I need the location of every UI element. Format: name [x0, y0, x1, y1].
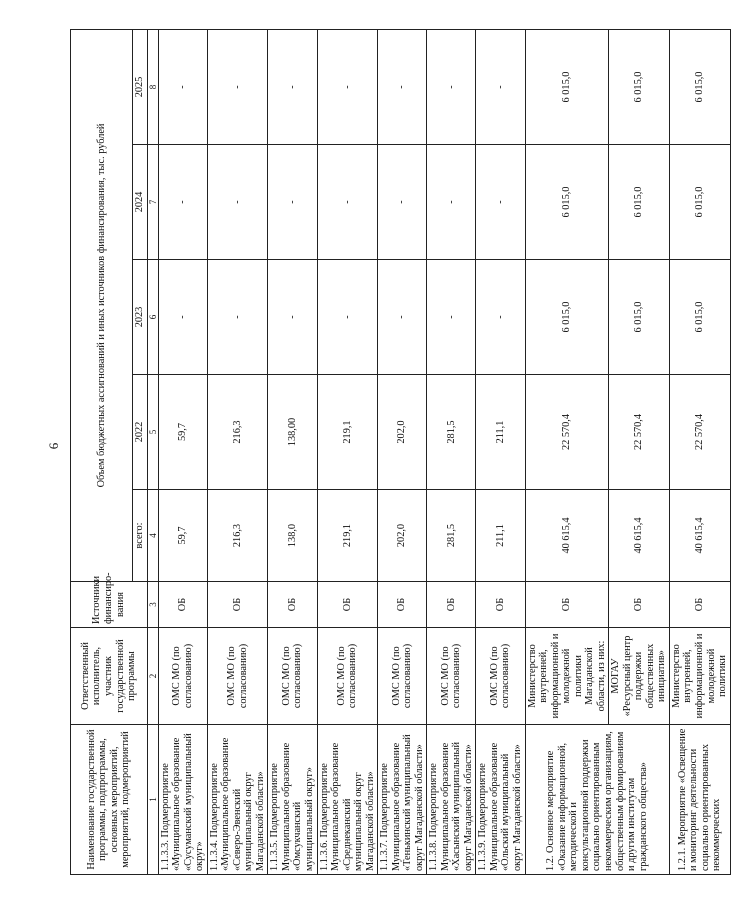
row-2023: - — [427, 260, 476, 375]
index-cell: 4 — [147, 490, 158, 582]
row-2025: - — [378, 29, 427, 144]
row-2024: - — [476, 145, 525, 260]
index-cell: 1 — [147, 725, 158, 875]
header-row — [71, 29, 133, 874]
index-cell: 2 — [147, 628, 158, 725]
table-row — [317, 29, 378, 874]
row-2024: - — [158, 145, 207, 260]
last-event-2023: 6 015,0 — [669, 260, 730, 375]
last-event-2024: 6 015,0 — [669, 145, 730, 260]
row-total: 216,3 — [207, 490, 268, 582]
row-resp: ОМС МО (по согласованию) — [207, 628, 268, 725]
row-2024: - — [268, 145, 317, 260]
main-event-resp-center: МОГАУ «Ресурсный центр поддержки общественных инициатив» — [609, 628, 670, 725]
col-src-header: Источники финансиро-вания — [71, 582, 148, 628]
year-2022: 2022 — [133, 375, 148, 490]
index-cell: 8 — [147, 29, 158, 144]
row-name: 1.1.3.9. Подмероприятие Муниципальное образование «Ольский муниципальный округ Магаданской области» — [476, 725, 525, 875]
row-2025: - — [158, 29, 207, 144]
main-event-total-center: 40 615,4 — [609, 490, 670, 582]
row-total: 59,7 — [158, 490, 207, 582]
year-total: всего: — [133, 490, 148, 582]
last-event-row — [669, 29, 730, 874]
table-row — [207, 29, 268, 874]
main-event-2024-center: 6 015,0 — [609, 145, 670, 260]
row-resp: ОМС МО (по согласованию) — [427, 628, 476, 725]
table-row — [378, 29, 427, 874]
row-src: ОБ — [268, 582, 317, 628]
row-name: 1.1.3.3. Подмероприятие «Муниципальное образование «Сусуманский муниципальный округ» — [158, 725, 207, 875]
row-2022: 138,00 — [268, 375, 317, 490]
row-name: 1.1.3.6. Подмероприятие Муниципальное образование «Среднеканский муниципальный округ Магаданской области» — [317, 725, 378, 875]
last-event-total: 40 615,4 — [669, 490, 730, 582]
index-cell: 6 — [147, 260, 158, 375]
row-2023: - — [158, 260, 207, 375]
col-funding-header: Объем бюджетных ассигнований и иных источников финансирования, тыс. рублей — [71, 29, 133, 581]
main-event-2022: 22 570,4 — [525, 375, 609, 490]
year-2023: 2023 — [133, 260, 148, 375]
main-event-2023-center: 6 015,0 — [609, 260, 670, 375]
index-row — [147, 29, 158, 874]
main-event-name: 1.2. Основное мероприятие «Оказание информационной, методической и консультационной поддержки социально ориентированным некоммерческим организациям, общественным формированиям и другим институтам гражданского общества» — [525, 725, 669, 875]
row-resp: ОМС МО (по согласованию) — [476, 628, 525, 725]
main-event-resp: Министерство внутренней, информационной и молодежной политики Магаданской области, из них: — [525, 628, 609, 725]
table-row — [158, 29, 207, 874]
row-total: 138,0 — [268, 490, 317, 582]
row-src: ОБ — [158, 582, 207, 628]
row-src: ОБ — [317, 582, 378, 628]
main-event-src: ОБ — [525, 582, 609, 628]
table-row — [476, 29, 525, 874]
main-event-2023: 6 015,0 — [525, 260, 609, 375]
row-2023: - — [378, 260, 427, 375]
main-event-src-center: ОБ — [609, 582, 670, 628]
row-2022: 219,1 — [317, 375, 378, 490]
row-name: 1.1.3.4. Подмероприятие «Муниципальное образование «Северо-Эвенский муниципальный округ Магаданской области» — [207, 725, 268, 875]
row-name: 1.1.3.5. Подмероприятие Муниципальное образование «Омсукчанский муниципальный округ» — [268, 725, 317, 875]
main-event-total: 40 615,4 — [525, 490, 609, 582]
row-name: 1.1.3.8. Подмероприятие Муниципальное образование «Хасынский муниципальный округ Магаданской области» — [427, 725, 476, 875]
row-2025: - — [268, 29, 317, 144]
last-event-2022: 22 570,4 — [669, 375, 730, 490]
last-event-resp: Министерство внутренней, информационной и молодежной политики — [669, 628, 730, 725]
main-event-2025-center: 6 015,0 — [609, 29, 670, 144]
row-2025: - — [317, 29, 378, 144]
row-2025: - — [476, 29, 525, 144]
main-event-2022-center: 22 570,4 — [609, 375, 670, 490]
last-event-2025: 6 015,0 — [669, 29, 730, 144]
row-resp: ОМС МО (по согласованию) — [317, 628, 378, 725]
main-event-row — [525, 29, 609, 874]
last-event-src: ОБ — [669, 582, 730, 628]
main-event-2025: 6 015,0 — [525, 29, 609, 144]
last-event-name: 1.2.1. Мероприятие «Освещение и мониторинг деятельности социально ориентированных некоммерческих — [669, 725, 730, 875]
row-total: 219,1 — [317, 490, 378, 582]
row-resp: ОМС МО (по согласованию) — [268, 628, 317, 725]
rotated-page — [70, 30, 729, 875]
table-row — [268, 29, 317, 874]
row-src: ОБ — [207, 582, 268, 628]
row-name: 1.1.3.7. Подмероприятие Муниципальное образование «Тенькинский муниципальный округ Магаданской области» — [378, 725, 427, 875]
row-2024: - — [317, 145, 378, 260]
row-2022: 281,5 — [427, 375, 476, 490]
row-2025: - — [427, 29, 476, 144]
row-src: ОБ — [476, 582, 525, 628]
row-2024: - — [207, 145, 268, 260]
row-2025: - — [207, 29, 268, 144]
row-total: 202,0 — [378, 490, 427, 582]
row-2023: - — [476, 260, 525, 375]
row-src: ОБ — [378, 582, 427, 628]
table-row — [427, 29, 476, 874]
row-2024: - — [427, 145, 476, 260]
index-cell: 3 — [147, 582, 158, 628]
row-2022: 216,3 — [207, 375, 268, 490]
row-total: 211,1 — [476, 490, 525, 582]
col-resp-header: Ответственный исполнитель, участник государственной программы — [71, 628, 148, 725]
index-cell: 7 — [147, 145, 158, 260]
year-2024: 2024 — [133, 145, 148, 260]
row-total: 281,5 — [427, 490, 476, 582]
page-number: 6 — [46, 442, 61, 450]
row-2023: - — [317, 260, 378, 375]
row-2022: 59,7 — [158, 375, 207, 490]
row-resp: ОМС МО (по согласованию) — [378, 628, 427, 725]
row-2023: - — [207, 260, 268, 375]
row-resp: ОМС МО (по согласованию) — [158, 628, 207, 725]
row-2022: 202,0 — [378, 375, 427, 490]
main-event-2024: 6 015,0 — [525, 145, 609, 260]
row-2023: - — [268, 260, 317, 375]
funding-table — [70, 29, 731, 875]
year-2025: 2025 — [133, 29, 148, 144]
col-name-header: Наименование государственной программы, подпрограммы, основных мероприятий, мероприятий, подмероприятий — [71, 725, 148, 875]
row-2024: - — [378, 145, 427, 260]
index-cell: 5 — [147, 375, 158, 490]
row-src: ОБ — [427, 582, 476, 628]
row-2022: 211,1 — [476, 375, 525, 490]
